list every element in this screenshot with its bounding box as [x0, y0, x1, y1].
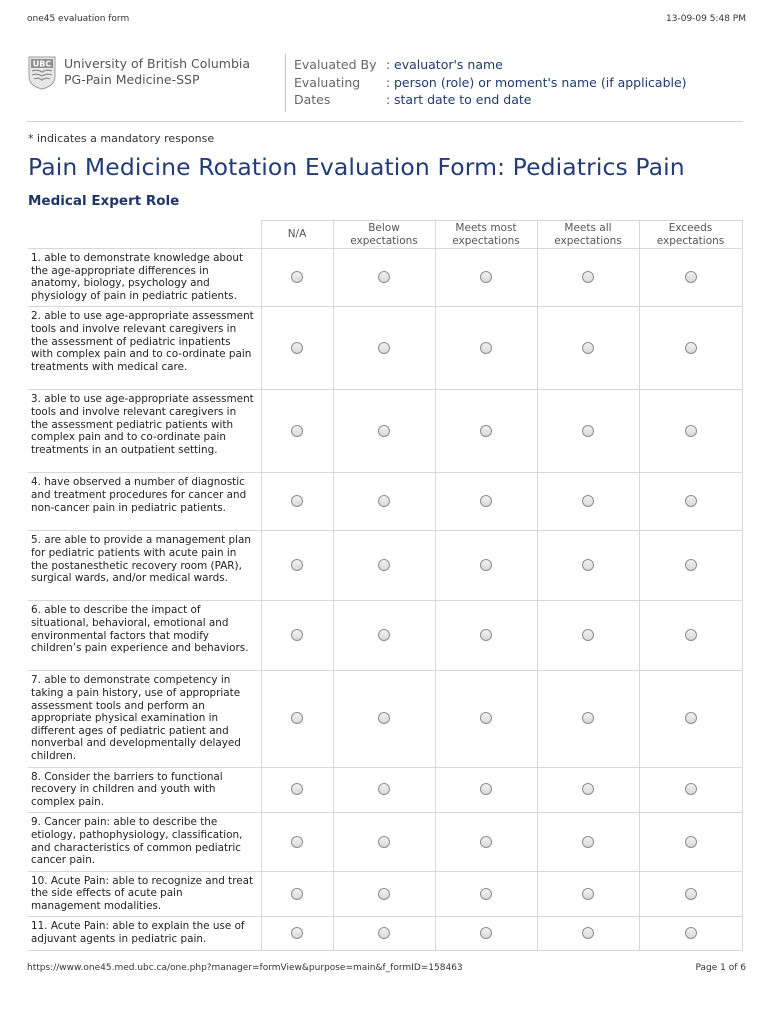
radio-na[interactable] [291, 425, 303, 437]
rating-cell [639, 249, 742, 307]
rating-cell [639, 531, 742, 601]
rating-cell [639, 813, 742, 871]
rating-cell [639, 307, 742, 390]
radio-below[interactable] [378, 425, 390, 437]
rating-cell [537, 473, 639, 531]
question-row [28, 249, 742, 307]
rating-cell [435, 917, 537, 950]
radio-na[interactable] [291, 559, 303, 571]
question-text: 7. able to demonstrate competency in taking a pain history, use of appropriate assessment tools and perform an appropriate physical examination in different ages of pediatric patient and nonverbal and developmentally delayed children. [28, 671, 261, 767]
evaluation-table [28, 220, 743, 951]
radio-na[interactable] [291, 271, 303, 283]
radio-exceeds[interactable] [685, 271, 697, 283]
column-header-meets-most: Meets most expectations [435, 221, 537, 249]
meta-evaluating: Evaluating : person (role) or moment's name (if applicable) [294, 74, 687, 90]
rating-cell [261, 307, 333, 390]
evaluation-meta [294, 56, 687, 109]
question-text: 11. Acute Pain: able to explain the use of adjuvant agents in pediatric pain. [28, 917, 261, 950]
rating-cell [261, 473, 333, 531]
print-header [27, 14, 746, 28]
column-header-exceeds: Exceeds expectations [639, 221, 742, 249]
radio-exceeds[interactable] [685, 836, 697, 848]
radio-meets-most[interactable] [480, 712, 492, 724]
rating-cell [639, 390, 742, 473]
question-text: 2. able to use age-appropriate assessment tools and involve relevant caregivers in the assessment of pediatric inpatients with complex pain and to co-ordinate pain treatments with medical care. [28, 307, 261, 390]
question-text: 3. able to use age-appropriate assessment tools and involve relevant caregivers in the assessment pediatric patients with complex pain and to co-ordinate pain treatments in an outpatient setting. [28, 390, 261, 473]
rating-cell [537, 249, 639, 307]
question-row [28, 767, 742, 813]
rating-cell [333, 249, 435, 307]
radio-meets-all[interactable] [582, 712, 594, 724]
radio-exceeds[interactable] [685, 783, 697, 795]
radio-na[interactable] [291, 342, 303, 354]
rating-cell [261, 813, 333, 871]
rating-cell [537, 531, 639, 601]
rating-cell [537, 767, 639, 813]
radio-below[interactable] [378, 888, 390, 900]
radio-na[interactable] [291, 783, 303, 795]
institution-line2: PG-Pain Medicine-SSP [64, 72, 200, 87]
rating-cell [435, 473, 537, 531]
radio-exceeds[interactable] [685, 559, 697, 571]
radio-exceeds[interactable] [685, 629, 697, 641]
radio-meets-most[interactable] [480, 559, 492, 571]
question-text: 4. have observed a number of diagnostic and treatment procedures for cancer and non-cancer pain in pediatric patients. [28, 473, 261, 531]
rating-cell [333, 473, 435, 531]
rating-cell [435, 871, 537, 917]
rating-cell [261, 671, 333, 767]
question-column-header [28, 221, 261, 249]
question-text: 9. Cancer pain: able to describe the etiology, pathophysiology, classification, and characteristics of common pediatric cancer pain. [28, 813, 261, 871]
rating-cell [333, 601, 435, 671]
section-title: Medical Expert Role [28, 193, 180, 209]
radio-exceeds[interactable] [685, 342, 697, 354]
column-header-na: N/A [261, 221, 333, 249]
radio-meets-most[interactable] [480, 495, 492, 507]
column-header-meets-all: Meets all expectations [537, 221, 639, 249]
radio-exceeds[interactable] [685, 927, 697, 939]
rating-cell [333, 917, 435, 950]
print-header-title: one45 evaluation form [27, 14, 130, 24]
radio-exceeds[interactable] [685, 712, 697, 724]
radio-below[interactable] [378, 342, 390, 354]
radio-meets-all[interactable] [582, 425, 594, 437]
question-text: 5. are able to provide a management plan for pediatric patients with acute pain in the postanesthetic recovery room (PAR), surgical wards, and/or medical wards. [28, 531, 261, 601]
rating-cell [261, 871, 333, 917]
rating-cell [435, 767, 537, 813]
header-divider [285, 54, 286, 112]
radio-meets-most[interactable] [480, 271, 492, 283]
radio-meets-most[interactable] [480, 629, 492, 641]
rating-cell [537, 671, 639, 767]
rating-cell [261, 249, 333, 307]
question-row [28, 917, 742, 950]
radio-na[interactable] [291, 927, 303, 939]
radio-below[interactable] [378, 927, 390, 939]
rating-cell [435, 531, 537, 601]
rating-cell [639, 671, 742, 767]
rating-cell [435, 671, 537, 767]
rating-cell [537, 601, 639, 671]
rating-cell [333, 531, 435, 601]
radio-na[interactable] [291, 629, 303, 641]
radio-na[interactable] [291, 712, 303, 724]
radio-exceeds[interactable] [685, 425, 697, 437]
question-text: 1. able to demonstrate knowledge about the age-appropriate differences in anatomy, biology, psychology and physiology of pain in pediatric patients. [28, 249, 261, 307]
radio-meets-most[interactable] [480, 836, 492, 848]
rating-cell [639, 601, 742, 671]
question-row [28, 531, 742, 601]
print-footer-url: https://www.one45.med.ubc.ca/one.php?manager=formView&purpose=main&f_formID=158463 [27, 963, 463, 973]
rating-cell [639, 767, 742, 813]
radio-meets-all[interactable] [582, 927, 594, 939]
radio-exceeds[interactable] [685, 495, 697, 507]
mandatory-note: * indicates a mandatory response [28, 132, 215, 145]
rating-cell [261, 917, 333, 950]
rating-cell [435, 249, 537, 307]
rating-cell [639, 871, 742, 917]
radio-na[interactable] [291, 888, 303, 900]
question-row [28, 473, 742, 531]
meta-evaluated-by: Evaluated By : evaluator's name [294, 57, 503, 72]
table-header-row [28, 221, 742, 249]
radio-meets-all[interactable] [582, 271, 594, 283]
radio-meets-most[interactable] [480, 342, 492, 354]
radio-exceeds[interactable] [685, 888, 697, 900]
ubc-logo [28, 56, 56, 90]
form-title: Pain Medicine Rotation Evaluation Form: Pediatrics Pain [28, 153, 685, 181]
radio-below[interactable] [378, 271, 390, 283]
radio-meets-all[interactable] [582, 783, 594, 795]
question-row [28, 390, 742, 473]
rating-cell [537, 307, 639, 390]
radio-meets-all[interactable] [582, 559, 594, 571]
radio-below[interactable] [378, 783, 390, 795]
radio-below[interactable] [378, 836, 390, 848]
rating-cell [333, 390, 435, 473]
radio-meets-all[interactable] [582, 629, 594, 641]
institution-name [64, 56, 250, 88]
radio-meets-all[interactable] [582, 836, 594, 848]
radio-meets-all[interactable] [582, 342, 594, 354]
rating-cell [333, 671, 435, 767]
radio-below[interactable] [378, 559, 390, 571]
rating-cell [639, 917, 742, 950]
rating-cell [261, 767, 333, 813]
rating-cell [333, 813, 435, 871]
print-footer [27, 963, 746, 977]
print-footer-page: Page 1 of 6 [695, 963, 746, 973]
radio-meets-most[interactable] [480, 425, 492, 437]
rating-cell [261, 390, 333, 473]
rating-cell [435, 813, 537, 871]
radio-below[interactable] [378, 712, 390, 724]
form-header [27, 56, 743, 114]
print-header-timestamp: 13-09-09 5:48 PM [666, 14, 746, 24]
question-row [28, 601, 742, 671]
rating-cell [333, 307, 435, 390]
radio-below[interactable] [378, 495, 390, 507]
column-header-below: Below expectations [333, 221, 435, 249]
institution-line1: University of British Columbia [64, 56, 251, 71]
rating-cell [333, 871, 435, 917]
rating-cell [435, 307, 537, 390]
rating-cell [333, 767, 435, 813]
rating-cell [261, 601, 333, 671]
meta-dates: Dates : start date to end date [294, 92, 532, 107]
question-text: 10. Acute Pain: able to recognize and treat the side effects of acute pain management modalities. [28, 871, 261, 917]
question-row [28, 671, 742, 767]
question-text: 8. Consider the barriers to functional recovery in children and youth with complex pain. [28, 767, 261, 813]
radio-meets-all[interactable] [582, 888, 594, 900]
rating-cell [435, 390, 537, 473]
rating-cell [639, 473, 742, 531]
rating-cell [435, 601, 537, 671]
ubc-logo-text: UBC [32, 59, 52, 69]
header-rule [27, 121, 743, 122]
radio-na[interactable] [291, 495, 303, 507]
rating-cell [537, 871, 639, 917]
radio-meets-all[interactable] [582, 495, 594, 507]
question-row [28, 871, 742, 917]
radio-meets-most[interactable] [480, 927, 492, 939]
rating-cell [537, 390, 639, 473]
radio-meets-most[interactable] [480, 783, 492, 795]
question-text: 6. able to describe the impact of situational, behavioral, emotional and environmental factors that modify children’s pain experience and behaviors. [28, 601, 261, 671]
radio-meets-most[interactable] [480, 888, 492, 900]
question-row [28, 813, 742, 871]
rating-cell [537, 813, 639, 871]
rating-cell [537, 917, 639, 950]
question-row [28, 307, 742, 390]
radio-below[interactable] [378, 629, 390, 641]
rating-cell [261, 531, 333, 601]
radio-na[interactable] [291, 836, 303, 848]
